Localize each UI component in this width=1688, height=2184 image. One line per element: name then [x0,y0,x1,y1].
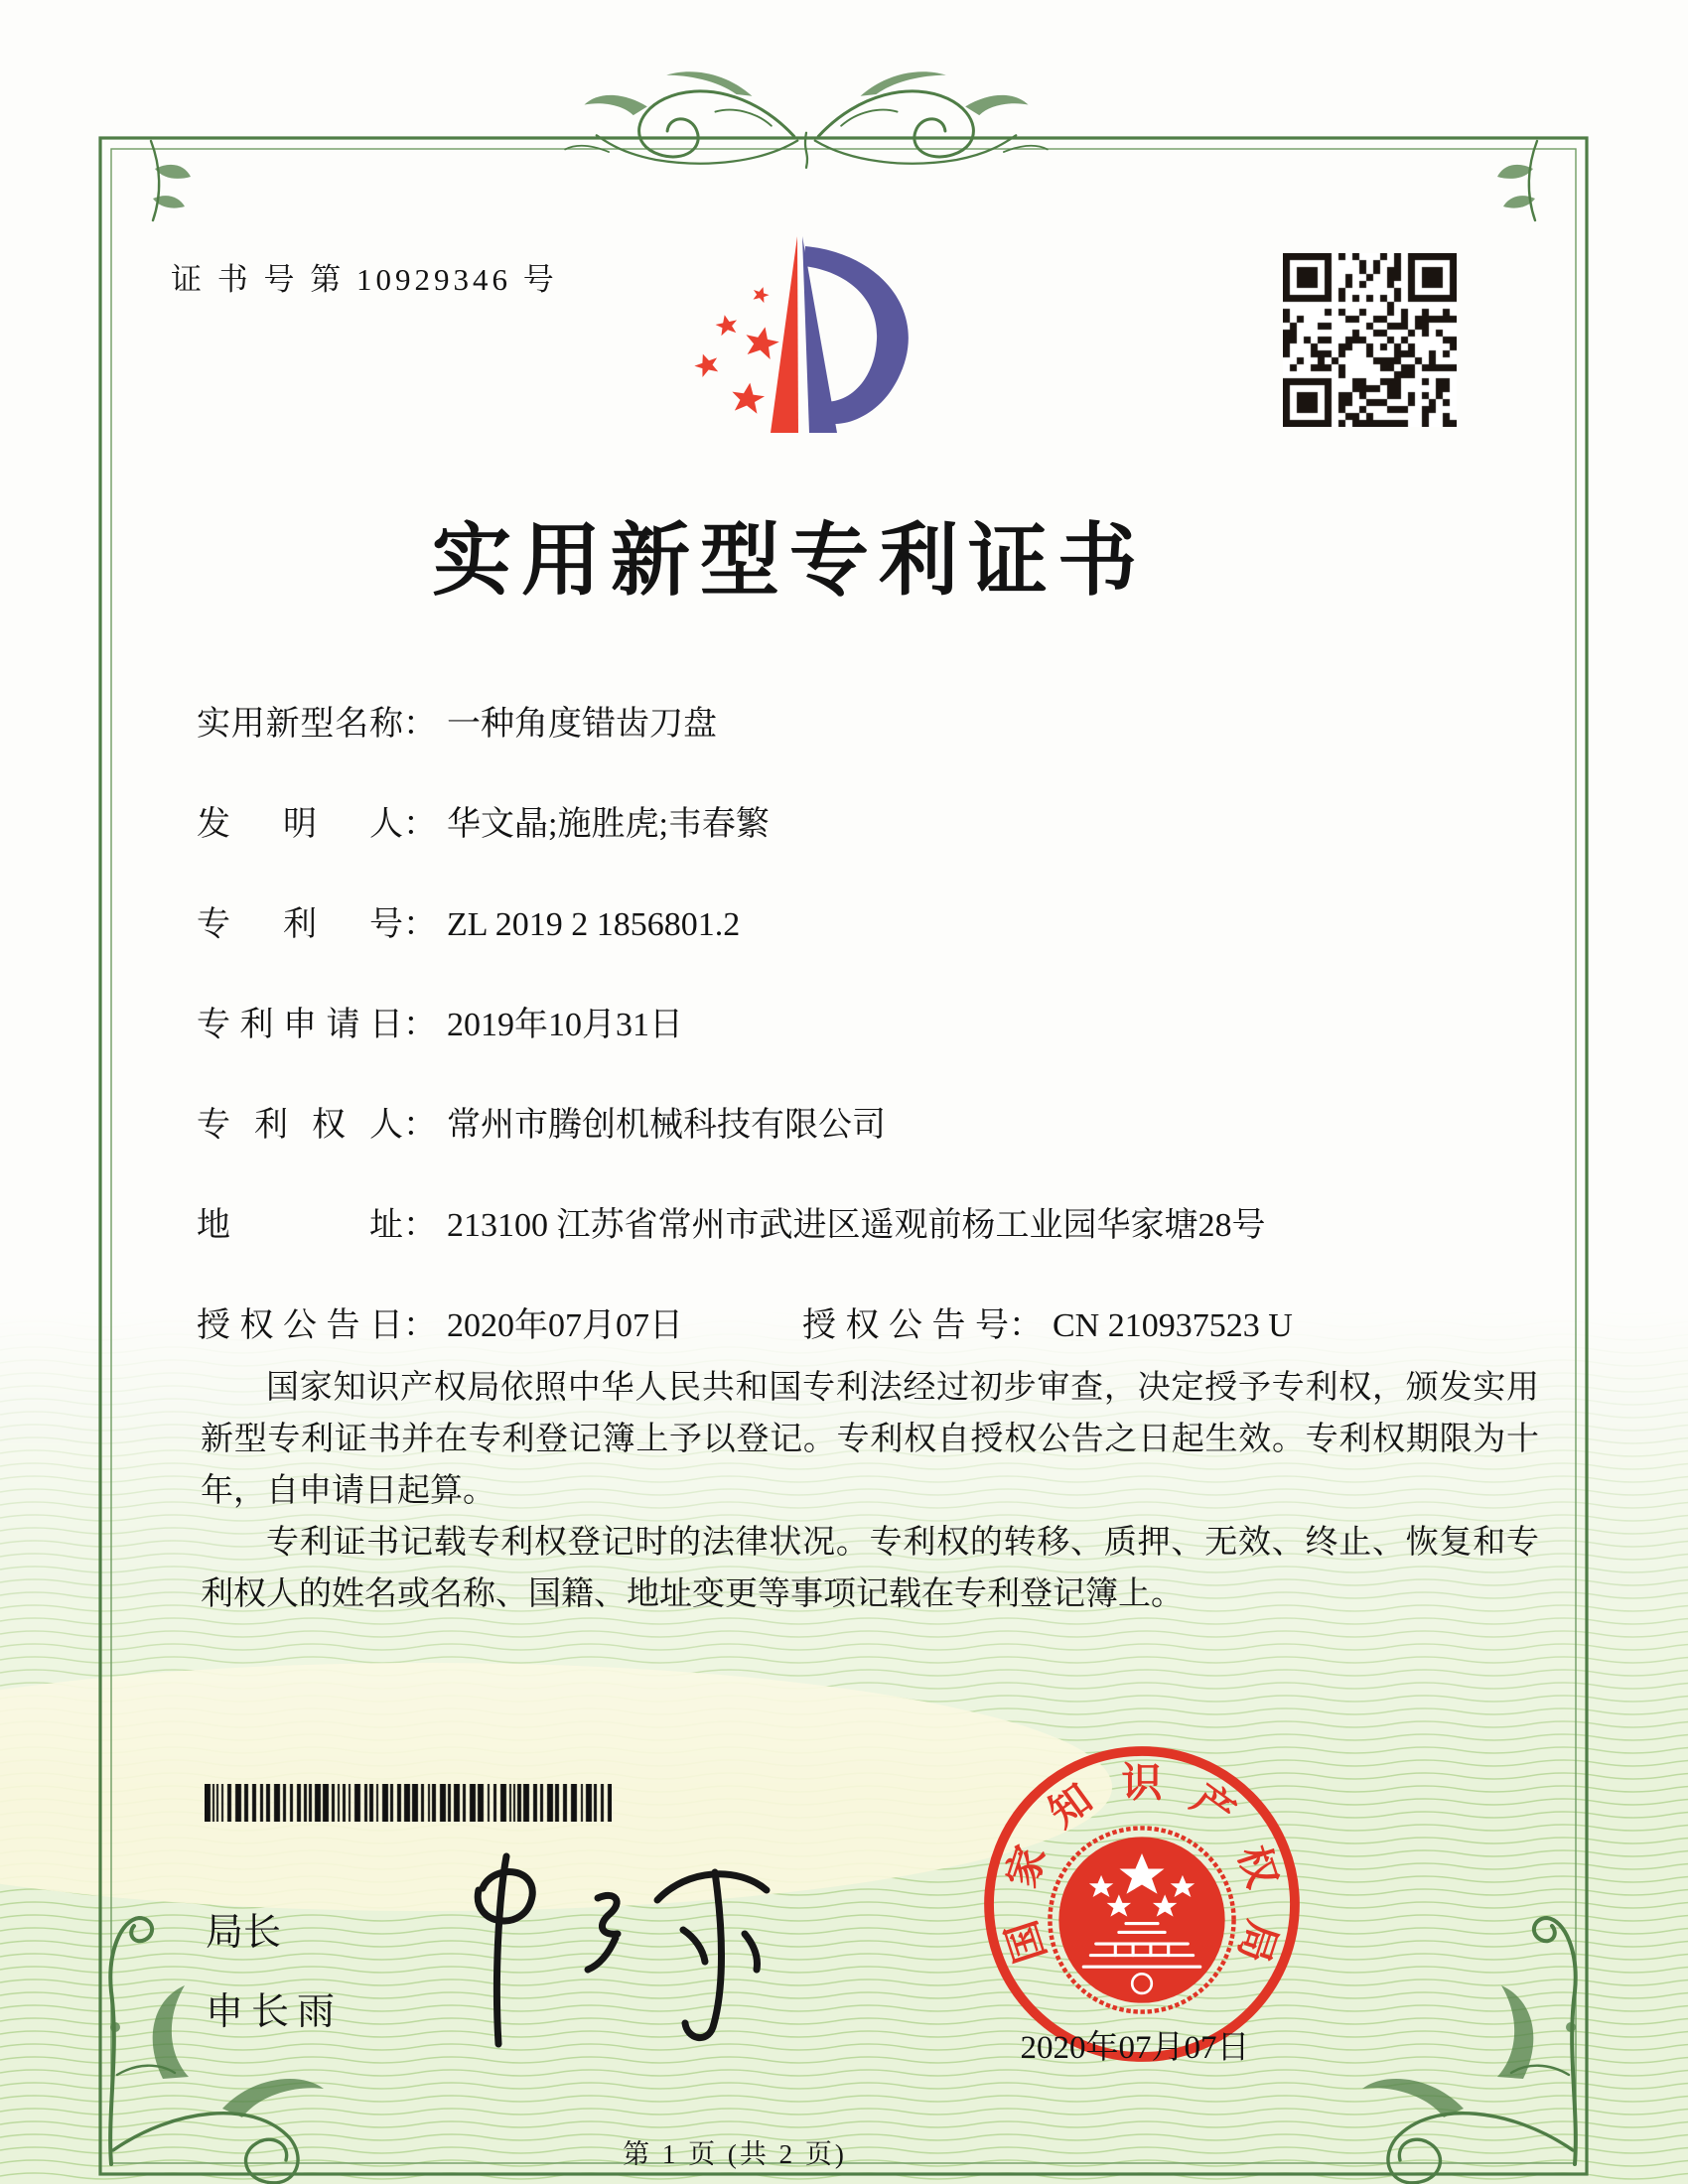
seal-char: 权 [1229,1840,1285,1893]
national-emblem [1050,1828,1233,2011]
director-signature [449,1839,791,2062]
seal-char: 产 [1183,1776,1243,1837]
field-label: 专利申请日 [197,1007,403,1043]
field-colon: ： [403,906,437,943]
body-paragraph: 国家知识产权局依照中华人民共和国专利法经过初步审查，决定授予专利权，颁发实用新型专利证书并在专利登记簿上予以登记。专利权自授权公告之日起生效。专利权期限为十年，自申请日起算。 [201,1370,1539,1509]
field-label: 专利权人 [197,1107,403,1144]
director-title: 局长 [206,1912,282,1954]
field-value: 常州市腾创机械科技有限公司 [447,1107,886,1144]
field-value: 2020年07月07日 [447,1307,683,1344]
director-block [206,1911,343,2034]
cnipa-logo [640,224,948,438]
field-row [197,1197,1567,1245]
field-group-2 [802,1297,1293,1346]
certificate-title: 实用新型专利证书 [432,518,1147,606]
field-label: 专利号 [197,906,403,943]
field-row [197,696,1567,744]
page-footer: 第 1 页 (共 2 页) [623,2139,847,2169]
barcode [205,1784,612,1822]
field-label: 授权公告日 [197,1307,403,1344]
field-colon: ： [403,706,437,743]
field-colon: ： [1009,1307,1043,1344]
seal-char: 国 [999,1915,1055,1969]
body-paragraph: 专利证书记载专利权登记时的法律状况。专利权的转移、质押、无效、终止、恢复和专利权人的姓名或名称、国籍、地址变更等事项记载在专利登记簿上。 [201,1525,1539,1612]
seal-date: 2020年07月07日 [1020,2030,1250,2066]
field-row [197,997,1567,1044]
field-colon: ： [403,1007,437,1043]
field-colon: ： [403,806,437,843]
qr-code [1283,253,1457,427]
field-label: 地址 [197,1207,403,1244]
field-row [197,796,1567,844]
field-colon: ： [403,1307,437,1344]
seal-char: 知 [1041,1776,1101,1837]
field-value: 华文晶;施胜虎;韦春繁 [447,806,770,843]
seal-char: 家 [999,1840,1055,1893]
field-value: CN 210937523 U [1053,1307,1293,1344]
field-colon: ： [403,1107,437,1144]
field-value: 213100 江苏省常州市武进区遥观前杨工业园华家塘28号 [447,1207,1266,1244]
field-colon: ： [403,1207,437,1244]
field-value: 一种角度错齿刀盘 [447,706,717,743]
certificate-number: 证 书 号 第 10929346 号 [171,262,558,297]
field-label: 发明人 [197,806,403,843]
field-row [197,1297,1567,1345]
field-label: 授权公告号 [802,1307,1009,1344]
field-label: 实用新型名称 [197,706,403,743]
seal-char: 识 [1121,1760,1163,1806]
field-row [197,1097,1567,1145]
seal-char: 局 [1229,1915,1285,1969]
legal-paragraphs [201,1362,1539,1620]
director-name: 申长雨 [206,1991,344,2033]
field-value: 2019年10月31日 [447,1007,683,1043]
field-value: ZL 2019 2 1856801.2 [447,906,741,943]
field-row [197,896,1567,944]
fields [197,696,1567,1398]
